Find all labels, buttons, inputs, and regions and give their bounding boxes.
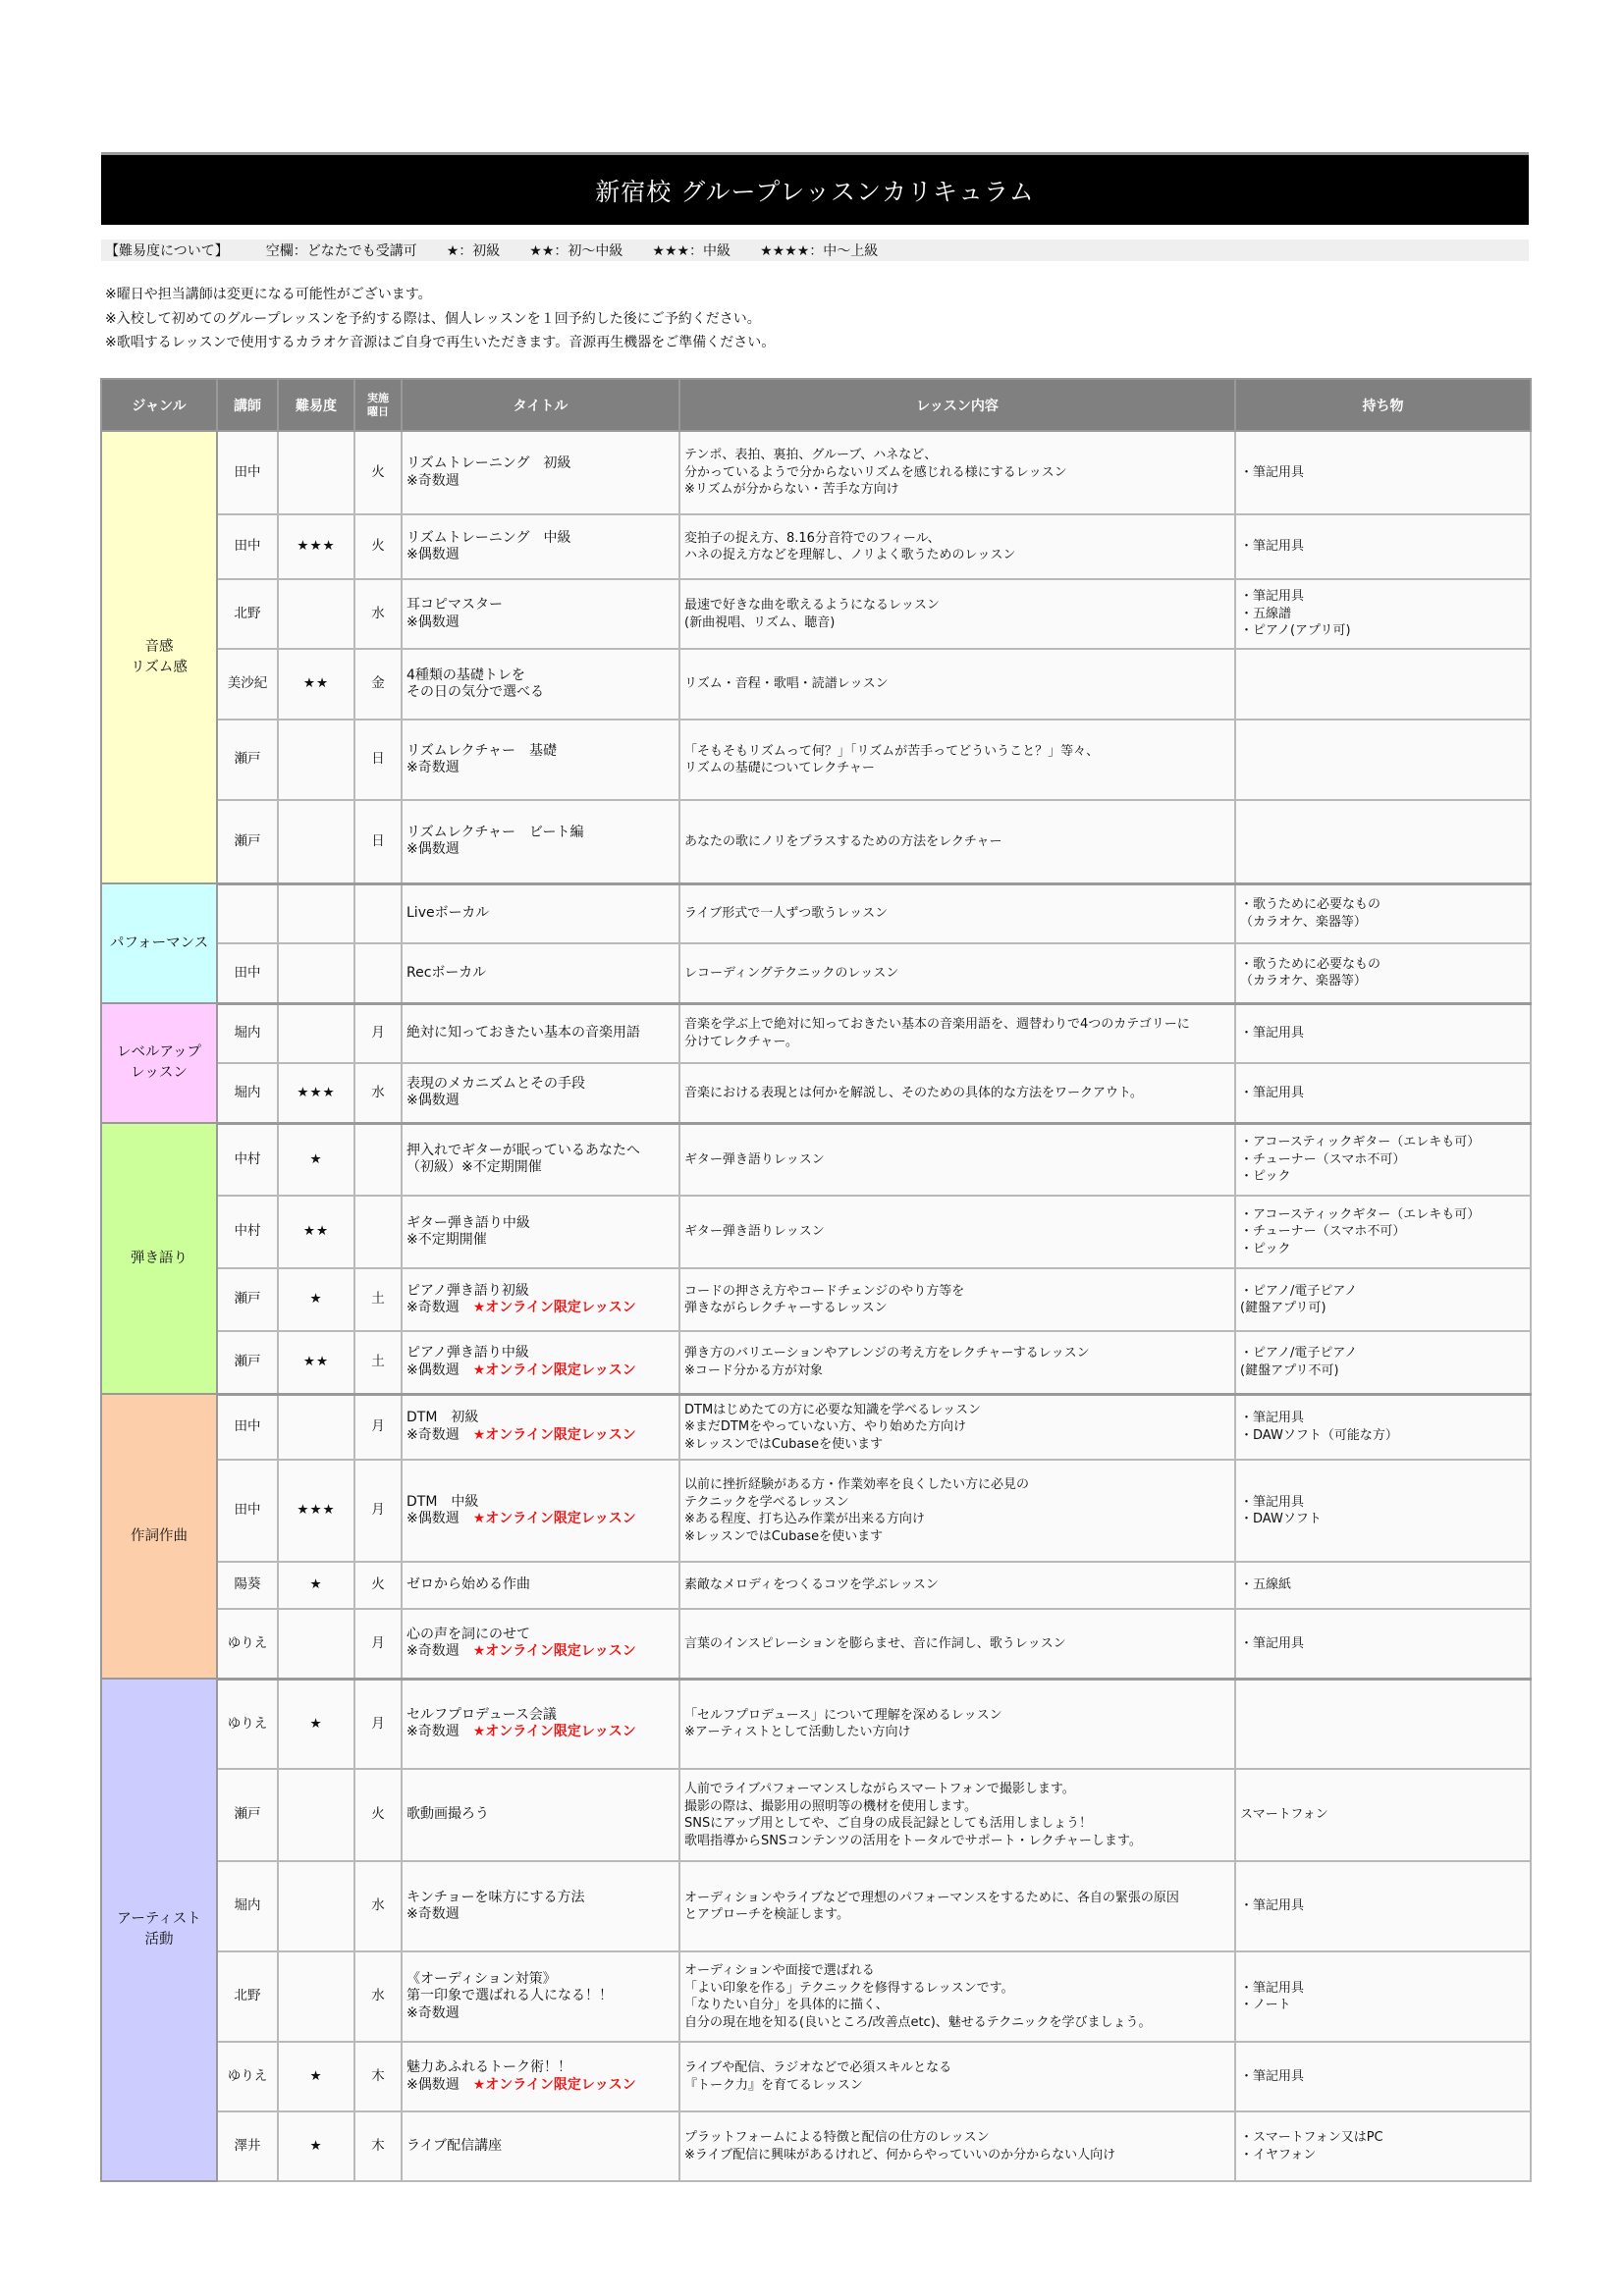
title-cell — [402, 1679, 679, 1769]
table-row — [101, 883, 1531, 943]
teacher-cell: 中村 — [217, 1123, 278, 1196]
teacher-cell: 田中 — [217, 431, 278, 514]
teacher-cell: 美沙紀 — [217, 649, 278, 720]
table-row — [101, 1331, 1531, 1394]
title-cell — [402, 1460, 679, 1562]
teacher-cell: ゆりえ — [217, 2042, 278, 2111]
content-cell: 弾き方のバリエーションやアレンジの考え方をレクチャーするレッスン ※コード分かる方が対象 — [679, 1331, 1235, 1394]
day-cell: 火 — [354, 1562, 402, 1609]
teacher-cell: 北野 — [217, 1951, 278, 2042]
online-only-badge: ★オンライン限定レッスン — [472, 1643, 636, 1660]
items-cell — [1235, 1679, 1531, 1769]
items-cell: ・ピアノ/電子ピアノ (鍵盤アプリ不可) — [1235, 1331, 1531, 1394]
level-cell — [278, 1951, 354, 2042]
table-row — [101, 1063, 1531, 1123]
title-cell — [402, 1063, 679, 1123]
table-row — [101, 579, 1531, 649]
title-cell — [402, 943, 679, 1003]
content-cell: 「そもそもリズムって何？」「リズムが苦手ってどういうこと？」等々、 リズムの基礎についてレクチャー — [679, 720, 1235, 800]
items-cell: ・筆記用具 — [1235, 1063, 1531, 1123]
teacher-cell: 陽葵 — [217, 1562, 278, 1609]
title-cell — [402, 1003, 679, 1063]
lesson-title: DTM 中級 ※偶数週 — [406, 1493, 479, 1526]
lesson-title: 心の声を詞にのせて ※奇数週 — [406, 1626, 530, 1660]
lesson-title: キンチョーを味方にする方法 ※奇数週 — [406, 1889, 585, 1922]
level-cell — [278, 1609, 354, 1679]
content-cell: ライブや配信、ラジオなどで必須スキルとなる 『トーク力』を育てるレッスン — [679, 2042, 1235, 2111]
lesson-title: ピアノ弾き語り中級 ※偶数週 — [406, 1345, 529, 1378]
lesson-title: Liveボーカル — [406, 905, 490, 921]
lesson-title: 4種類の基礎トレを その日の気分で選べる — [406, 667, 544, 700]
content-cell: プラットフォームによる特徴と配信の仕方のレッスン ※ライブ配信に興味があるけれど、何からやっていいのか分からない人向け — [679, 2111, 1235, 2181]
genre-cell: 弾き語り — [101, 1123, 217, 1394]
lesson-title: リズムトレーニング 初級 ※奇数週 — [406, 455, 571, 489]
day-cell: 水 — [354, 579, 402, 649]
online-only-badge: ★オンライン限定レッスン — [472, 1362, 636, 1378]
lesson-title: DTM 初級 ※奇数週 — [406, 1410, 479, 1443]
title-cell — [402, 1609, 679, 1679]
online-only-badge: ★オンライン限定レッスン — [472, 1511, 636, 1526]
lesson-title: 耳コピマスター ※偶数週 — [406, 597, 503, 630]
content-cell: レコーディングテクニックのレッスン — [679, 943, 1235, 1003]
title-cell — [402, 1123, 679, 1196]
teacher-cell: 田中 — [217, 1394, 278, 1460]
items-cell: ・筆記用具 — [1235, 514, 1531, 579]
level-cell: ★ — [278, 1679, 354, 1769]
level-cell — [278, 431, 354, 514]
table-header-row — [101, 379, 1531, 431]
table-row — [101, 1268, 1531, 1331]
level-cell: ★★ — [278, 649, 354, 720]
col-level: 難易度 — [278, 379, 354, 431]
teacher-cell: 瀬戸 — [217, 1769, 278, 1861]
online-only-badge: ★オンライン限定レッスン — [472, 1724, 636, 1740]
items-cell: ・ピアノ/電子ピアノ (鍵盤アプリ可) — [1235, 1268, 1531, 1331]
table-row — [101, 1679, 1531, 1769]
items-cell: ・五線紙 — [1235, 1562, 1531, 1609]
teacher-cell: 堀内 — [217, 1003, 278, 1063]
content-cell: オーディションやライブなどで理想のパフォーマンスをするために、各自の緊張の原因 とアプローチを検証します。 — [679, 1861, 1235, 1951]
legend-item-2star: ★★：初〜中級 — [529, 243, 623, 259]
title-cell — [402, 1562, 679, 1609]
content-cell: ギター弾き語りレッスン — [679, 1123, 1235, 1196]
note-item: ※曜日や担当講師は変更になる可能性がございます。 — [105, 287, 432, 302]
table-body — [101, 431, 1531, 2181]
lesson-title: リズムレクチャー 基礎 ※奇数週 — [406, 742, 558, 775]
level-cell — [278, 1861, 354, 1951]
lesson-title: セルフプロデュース会議 ※奇数週 — [406, 1706, 557, 1740]
legend-item-3star: ★★★：中級 — [652, 243, 731, 259]
teacher-cell: 瀬戸 — [217, 800, 278, 883]
lesson-title: リズムトレーニング 中級 ※偶数週 — [406, 529, 571, 562]
lesson-title: 《オーディション対策》 第一印象で選ばれる人になる！！ ※奇数週 — [406, 1970, 613, 2021]
title-cell — [402, 1861, 679, 1951]
teacher-cell: 瀬戸 — [217, 720, 278, 800]
content-cell: テンポ、表拍、裏拍、グルーブ、ハネなど、 分かっているようで分からないリズムを感じれる様にするレッスン ※リズムが分からない・苦手な方向け — [679, 431, 1235, 514]
lesson-title: 押入れでギターが眠っているあなたへ （初級）※不定期開催 — [406, 1142, 640, 1176]
day-cell: 火 — [354, 1769, 402, 1861]
day-cell: 月 — [354, 1394, 402, 1460]
content-cell: あなたの歌にノリをプラスするための方法をレクチャー — [679, 800, 1235, 883]
content-cell: 言葉のインスピレーションを膨らませ、音に作詞し、歌うレッスン — [679, 1609, 1235, 1679]
col-genre: ジャンル — [101, 379, 217, 431]
table-row — [101, 1769, 1531, 1861]
title-cell — [402, 1196, 679, 1268]
table-row — [101, 1394, 1531, 1460]
title-cell — [402, 649, 679, 720]
difficulty-legend — [101, 240, 1529, 261]
legend-item-4star: ★★★★：中〜上級 — [760, 243, 879, 259]
content-cell: ギター弾き語りレッスン — [679, 1196, 1235, 1268]
table-row — [101, 1562, 1531, 1609]
items-cell — [1235, 649, 1531, 720]
level-cell — [278, 1394, 354, 1460]
table-row — [101, 720, 1531, 800]
level-cell: ★★ — [278, 1196, 354, 1268]
note-item: ※入校して初めてのグループレッスンを予約する際は、個人レッスンを１回予約した後にご予約ください。 — [105, 310, 761, 327]
teacher-cell: 澤井 — [217, 2111, 278, 2181]
day-cell: 月 — [354, 1609, 402, 1679]
lesson-title: 表現のメカニズムとその手段 ※偶数週 — [406, 1075, 585, 1109]
table-row — [101, 1123, 1531, 1196]
level-cell: ★★★ — [278, 1063, 354, 1123]
content-cell: 音楽における表現とは何かを解説し、そのための具体的な方法をワークアウト。 — [679, 1063, 1235, 1123]
legend-item-1star: ★：初級 — [446, 243, 501, 259]
content-cell: リズム・音程・歌唱・読譜レッスン — [679, 649, 1235, 720]
genre-cell: アーティスト 活動 — [101, 1679, 217, 2181]
content-cell: 変拍子の捉え方、8.16分音符でのフィール、 ハネの捉え方などを理解し、ノリよく歌うためのレッスン — [679, 514, 1235, 579]
day-cell — [354, 1123, 402, 1196]
teacher-cell: 田中 — [217, 514, 278, 579]
day-cell: 水 — [354, 1063, 402, 1123]
items-cell — [1235, 720, 1531, 800]
items-cell: スマートフォン — [1235, 1769, 1531, 1861]
level-cell: ★ — [278, 2042, 354, 2111]
title-cell — [402, 1331, 679, 1394]
day-cell: 木 — [354, 2111, 402, 2181]
lesson-title: Recボーカル — [406, 964, 487, 981]
lesson-title: 歌動画撮ろう — [406, 1806, 489, 1823]
level-cell — [278, 720, 354, 800]
items-cell: ・筆記用具 — [1235, 1609, 1531, 1679]
level-cell: ★★★ — [278, 514, 354, 579]
table-row — [101, 1003, 1531, 1063]
curriculum-table — [100, 378, 1532, 2182]
items-cell: ・筆記用具 ・DAWソフト — [1235, 1460, 1531, 1562]
content-cell: オーディションや面接で選ばれる 「よい印象を作る」テクニックを修得するレッスンです。 「なりたい自分」を具体的に描く、 自分の現在地を知る(良いところ/改善点etc)、魅せるテクニックを学びましょう。 — [679, 1951, 1235, 2042]
level-cell: ★ — [278, 1562, 354, 1609]
legend-item-none: 空欄：どなたでも受講可 — [265, 243, 417, 259]
title-cell — [402, 431, 679, 514]
day-cell — [354, 943, 402, 1003]
title-cell — [402, 514, 679, 579]
table-row — [101, 2042, 1531, 2111]
level-cell: ★★★ — [278, 1460, 354, 1562]
items-cell: ・歌うために必要なもの （カラオケ、楽器等） — [1235, 883, 1531, 943]
teacher-cell: 瀬戸 — [217, 1331, 278, 1394]
level-cell: ★ — [278, 1123, 354, 1196]
table-row — [101, 1861, 1531, 1951]
teacher-cell: 瀬戸 — [217, 1268, 278, 1331]
col-title: タイトル — [402, 379, 679, 431]
table-row — [101, 514, 1531, 579]
title-cell — [402, 2111, 679, 2181]
genre-cell: 音感 リズム感 — [101, 431, 217, 883]
teacher-cell — [217, 883, 278, 943]
teacher-cell: ゆりえ — [217, 1609, 278, 1679]
genre-cell: パフォーマンス — [101, 883, 217, 1003]
day-cell — [354, 1196, 402, 1268]
notes — [105, 283, 1519, 355]
teacher-cell: 堀内 — [217, 1861, 278, 1951]
lesson-title: ピアノ弾き語り初級 ※奇数週 — [406, 1282, 529, 1315]
level-cell: ★ — [278, 2111, 354, 2181]
lesson-title: リズムレクチャー ビート編 ※偶数週 — [406, 824, 584, 858]
lesson-title: 絶対に知っておきたい基本の音楽用語 — [406, 1025, 640, 1041]
day-cell: 土 — [354, 1268, 402, 1331]
day-cell: 月 — [354, 1460, 402, 1562]
content-cell: ライブ形式で一人ずつ歌うレッスン — [679, 883, 1235, 943]
title-cell — [402, 579, 679, 649]
online-only-badge: ★オンライン限定レッスン — [472, 1426, 636, 1443]
items-cell: ・筆記用具 — [1235, 431, 1531, 514]
online-only-badge: ★オンライン限定レッスン — [472, 1300, 636, 1315]
content-cell: 「セルフプロデュース」について理解を深めるレッスン ※アーティストとして活動したい方向け — [679, 1679, 1235, 1769]
table-row — [101, 1951, 1531, 2042]
table-row — [101, 1609, 1531, 1679]
title-cell — [402, 720, 679, 800]
day-cell — [354, 883, 402, 943]
items-cell: ・筆記用具 — [1235, 1861, 1531, 1951]
day-cell: 水 — [354, 1861, 402, 1951]
table-row — [101, 1460, 1531, 1562]
day-cell: 木 — [354, 2042, 402, 2111]
level-cell: ★★ — [278, 1331, 354, 1394]
content-cell: 以前に挫折経験がある方・作業効率を良くしたい方に必見の テクニックを学べるレッスン ※ある程度、打ち込み作業が出来る方向け ※レッスンではCubaseを使います — [679, 1460, 1235, 1562]
teacher-cell: ゆりえ — [217, 1679, 278, 1769]
day-cell: 火 — [354, 431, 402, 514]
day-cell: 水 — [354, 1951, 402, 2042]
title-cell — [402, 883, 679, 943]
title-cell — [402, 1268, 679, 1331]
items-cell: ・スマートフォン又はPC ・イヤフォン — [1235, 2111, 1531, 2181]
teacher-cell: 中村 — [217, 1196, 278, 1268]
lesson-title: 魅力あふれるトーク術！！ ※偶数週 — [406, 2059, 571, 2093]
level-cell — [278, 883, 354, 943]
day-cell: 火 — [354, 514, 402, 579]
teacher-cell: 田中 — [217, 1460, 278, 1562]
table-row — [101, 800, 1531, 883]
day-cell: 金 — [354, 649, 402, 720]
level-cell — [278, 579, 354, 649]
teacher-cell: 北野 — [217, 579, 278, 649]
items-cell — [1235, 800, 1531, 883]
day-cell: 日 — [354, 800, 402, 883]
title-cell — [402, 800, 679, 883]
items-cell: ・筆記用具 ・DAWソフト（可能な方） — [1235, 1394, 1531, 1460]
table-row — [101, 2111, 1531, 2181]
level-cell — [278, 800, 354, 883]
title-cell — [402, 2042, 679, 2111]
items-cell: ・アコースティックギター（エレキも可） ・チューナー（スマホ不可） ・ピック — [1235, 1196, 1531, 1268]
teacher-cell: 田中 — [217, 943, 278, 1003]
day-cell: 月 — [354, 1003, 402, 1063]
page-title — [101, 152, 1529, 225]
table-row — [101, 649, 1531, 720]
col-day: 実施 曜日 — [354, 379, 402, 431]
content-cell: 最速で好きな曲を歌えるようになるレッスン (新曲視唱、リズム、聴音) — [679, 579, 1235, 649]
table-row — [101, 431, 1531, 514]
items-cell: ・筆記用具 ・ノート — [1235, 1951, 1531, 2042]
note-item: ※歌唱するレッスンで使用するカラオケ音源はご自身で再生いただきます。音源再生機器をご準備ください。 — [105, 335, 776, 350]
col-items: 持ち物 — [1235, 379, 1531, 431]
col-teacher: 講師 — [217, 379, 278, 431]
lesson-title: ライブ配信講座 — [406, 2137, 503, 2154]
page-title-text: 新宿校 グループレッスンカリキュラム — [595, 177, 1035, 206]
content-cell: 素敵なメロディをつくるコツを学ぶレッスン — [679, 1562, 1235, 1609]
genre-cell: 作詞作曲 — [101, 1394, 217, 1679]
day-cell: 日 — [354, 720, 402, 800]
items-cell: ・筆記用具 — [1235, 2042, 1531, 2111]
genre-cell: レベルアップ レッスン — [101, 1003, 217, 1123]
items-cell: ・アコースティックギター（エレキも可） ・チューナー（スマホ不可） ・ピック — [1235, 1123, 1531, 1196]
level-cell: ★ — [278, 1268, 354, 1331]
lesson-title: ゼロから始める作曲 — [406, 1576, 530, 1593]
online-only-badge: ★オンライン限定レッスン — [472, 2076, 636, 2093]
content-cell: DTMはじめたての方に必要な知識を学べるレッスン ※まだDTMをやっていない方、やり始めた方向け ※レッスンではCubaseを使います — [679, 1394, 1235, 1460]
items-cell: ・筆記用具 ・五線譜 ・ピアノ(アプリ可) — [1235, 579, 1531, 649]
lesson-title: ギター弾き語り中級 ※不定期開催 — [406, 1214, 530, 1248]
title-cell — [402, 1394, 679, 1460]
teacher-cell: 堀内 — [217, 1063, 278, 1123]
level-cell — [278, 1769, 354, 1861]
title-cell — [402, 1951, 679, 2042]
content-cell: 人前でライブパフォーマンスしながらスマートフォンで撮影します。 撮影の際は、撮影用の照明等の機材を使用します。 SNSにアップ用としてや、ご自身の成長記録としても活用しましょう！ 歌唱指導からSNSコンテンツの活用をトータルでサポート・レクチャーします。 — [679, 1769, 1235, 1861]
items-cell: ・筆記用具 — [1235, 1003, 1531, 1063]
table-row — [101, 943, 1531, 1003]
day-cell: 土 — [354, 1331, 402, 1394]
content-cell: コードの押さえ方やコードチェンジのやり方等を 弾きながらレクチャーするレッスン — [679, 1268, 1235, 1331]
day-cell: 月 — [354, 1679, 402, 1769]
level-cell — [278, 943, 354, 1003]
items-cell: ・歌うために必要なもの （カラオケ、楽器等） — [1235, 943, 1531, 1003]
legend-label: 【難易度について】 — [105, 243, 229, 259]
content-cell: 音楽を学ぶ上で絶対に知っておきたい基本の音楽用語を、週替わりで4つのカテゴリーに 分けてレクチャー。 — [679, 1003, 1235, 1063]
title-cell — [402, 1769, 679, 1861]
table-row — [101, 1196, 1531, 1268]
level-cell — [278, 1003, 354, 1063]
col-content: レッスン内容 — [679, 379, 1235, 431]
